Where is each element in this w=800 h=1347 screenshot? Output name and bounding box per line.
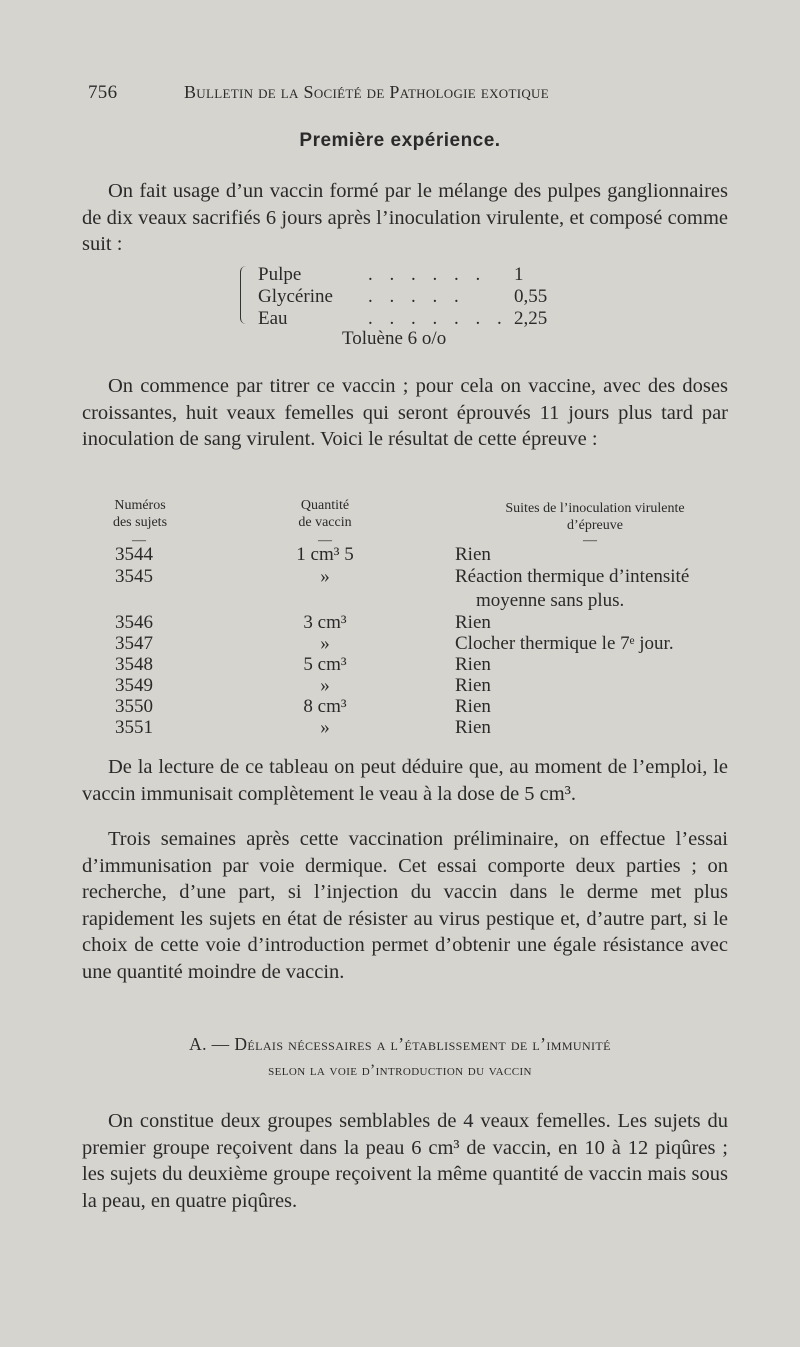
paragraph-conclusion-text: De la lecture de ce tableau on peut déduire que, au moment de l’emploi, le vaccin immunisait complètement le veau à la dose de 5 cm³. xyxy=(82,756,728,805)
header-quantite-line1: Quantité xyxy=(300,498,350,513)
composition-dots: . . . . . . xyxy=(368,264,487,285)
header-dash: — xyxy=(583,533,597,548)
vaccine-quantity: 1 cm³ 5 xyxy=(296,544,354,565)
paragraph-conclusion xyxy=(82,754,728,807)
paragraph-intro xyxy=(82,178,728,258)
composition-row xyxy=(258,264,578,286)
vaccine-quantity: » xyxy=(320,566,330,587)
composition-name: Eau xyxy=(258,308,288,329)
composition-dots: . . . . . xyxy=(368,286,465,307)
header-suites xyxy=(455,500,735,534)
running-title: Bulletin de la Société de Pathologie exotique xyxy=(184,82,549,102)
vaccine-quantity: 8 cm³ xyxy=(303,696,347,717)
table-row xyxy=(0,566,800,611)
header-suites-line2: d’épreuve xyxy=(567,518,623,533)
subject-number: 3549 xyxy=(115,675,153,696)
subject-number: 3550 xyxy=(115,696,153,717)
toluene-note: Toluène 6 o/o xyxy=(342,328,447,349)
subject-number: 3551 xyxy=(115,717,153,738)
vaccine-quantity: 3 cm³ xyxy=(303,612,347,633)
inoculation-result: Rien xyxy=(455,612,491,633)
running-header xyxy=(88,82,648,112)
composition-dots: . . . . . . . xyxy=(368,308,508,329)
paragraph-groups-text: On constitue deux groupes semblables de 4 veaux femelles. Les sujets du premier groupe reçoivent dans la peau 6 cm³ de vaccin, en 10 à 12 piqûres ; les sujets du deuxième groupe reçoivent la même quantité de vaccin mais sous la peau, en quatre piqûres. xyxy=(82,1110,728,1212)
subject-number: 3546 xyxy=(115,612,153,633)
composition-value: 0,55 xyxy=(514,286,548,307)
paragraph-intro-text: On fait usage d’un vaccin formé par le mélange des pulpes ganglionnaires de dix veaux sacrifiés 6 jours après l’inoculation virulente, et composé comme suit : xyxy=(82,180,728,255)
vaccine-quantity: 5 cm³ xyxy=(303,654,347,675)
header-numeros-line2: des sujets xyxy=(112,515,168,530)
paragraph-dermal-test-text: Trois semaines après cette vaccination préliminaire, on effectue l’essai d’immunisation par voie dermique. Cet essai comporte deux parties ; on recherche, d’une part, si l’injection du vaccin dans le derme met plus rapidement les sujets en état de résister au virus pestique et, d’autre part, si le choix de cette voie d’introduction permet d’obtenir une égale résistance avec une quantité moindre de vaccin. xyxy=(82,828,728,983)
header-dash: — xyxy=(318,533,332,548)
inoculation-result: Rien xyxy=(455,675,491,696)
inoculation-result-continued: moyenne sans plus. xyxy=(476,590,625,611)
header-numeros xyxy=(95,497,185,531)
composition-row xyxy=(258,286,578,308)
header-dash: — xyxy=(132,533,146,548)
header-numeros-line1: Numéros xyxy=(114,498,166,513)
inoculation-result: Rien xyxy=(455,696,491,717)
table-row xyxy=(0,544,800,568)
header-quantite xyxy=(270,497,380,531)
composition-row xyxy=(258,308,578,330)
composition-name: Glycérine xyxy=(258,286,333,307)
table-row xyxy=(0,717,800,741)
subject-number: 3545 xyxy=(115,566,153,587)
subsection-heading-line1: A. — Délais nécessaires a l’établissement de l’immunité xyxy=(189,1034,611,1054)
subject-number: 3547 xyxy=(115,633,153,654)
inoculation-result: Rien xyxy=(455,717,491,738)
inoculation-result: Rien xyxy=(455,544,491,565)
paragraph-dermal-test xyxy=(82,826,728,985)
composition-name: Pulpe xyxy=(258,264,302,285)
subject-number: 3548 xyxy=(115,654,153,675)
vaccine-quantity: » xyxy=(320,717,330,738)
vaccine-quantity: » xyxy=(320,675,330,696)
subsection-heading-line2: selon la voie d’introduction du vaccin xyxy=(268,1062,532,1079)
header-suites-line1: Suites de l’inoculation virulente xyxy=(505,501,685,516)
composition-value: 1 xyxy=(514,264,524,285)
subject-number: 3544 xyxy=(115,544,153,565)
paragraph-titration xyxy=(82,373,728,453)
page-number: 756 xyxy=(88,82,118,103)
header-quantite-line2: de vaccin xyxy=(298,515,352,530)
section-title: Première expérience. xyxy=(299,130,501,151)
inoculation-result: Rien xyxy=(455,654,491,675)
vaccine-composition xyxy=(240,262,580,352)
composition-value: 2,25 xyxy=(514,308,548,329)
composition-brace xyxy=(240,266,249,324)
paragraph-titration-text: On commence par titrer ce vaccin ; pour cela on vaccine, avec des doses croissantes, huit veaux femelles qui seront éprouvés 11 jours plus tard par inoculation de sang virulent. Voici le résultat de cette épreuve : xyxy=(82,375,728,450)
paragraph-groups xyxy=(82,1108,728,1214)
vaccine-quantity: » xyxy=(320,633,330,654)
inoculation-result: Clocher thermique le 7ᵉ jour. xyxy=(455,633,674,654)
inoculation-result: Réaction thermique d’intensité xyxy=(455,566,690,587)
